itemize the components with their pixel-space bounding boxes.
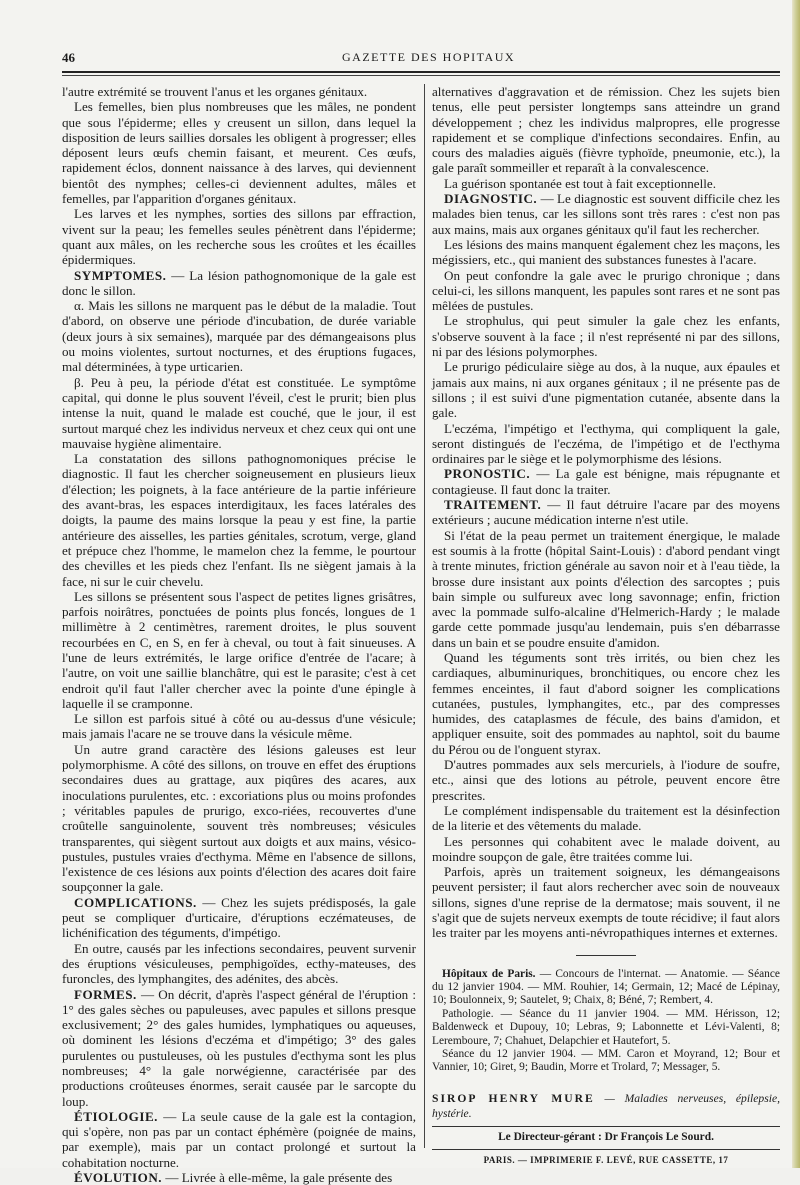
- section-text: — Le diagnostic est souvent difficile chez les malades bien tenus, car les sillons sont très rares : c'est non pas aux mains, mais aux organes génitaux qu'il faut les rechercher.: [432, 191, 780, 237]
- section-heading: ÉVOLUTION.: [74, 1170, 163, 1185]
- paragraph: Les femelles, bien plus nombreuses que les mâles, ne pondent que sous l'épiderme; elles y creusent un sillon, dans lequel la disposition de leurs saillies dorsales les obligent à progresser; elles déposent leurs œufs chemin faisant, et meurent. Ces œufs, rapidement éclos, donnent naissance à des larves, qui deviennent bientôt des nymphes; celles-ci deviennent adultes, mâles et femelles, par l'apparition d'organes génitaux.: [62, 99, 416, 207]
- ad-brand: SIROP HENRY MURE: [432, 1091, 595, 1105]
- header-rule-thin: [62, 75, 780, 76]
- news-notes: [432, 968, 780, 1075]
- section-text: — La seule cause de la gale est la contagion, qui s'opère, non pas par un contact éphémère (poignée de mains, par exemple), mais par un contact prolongé et surtout la cohabitation nocturne.: [62, 1108, 416, 1170]
- section-heading: FORMES.: [74, 986, 137, 1002]
- section-symptomes: [62, 268, 416, 299]
- section-text: — On décrit, d'après l'aspect général de l'éruption : 1° des gales sèches ou papuleuses, avec papules et sillons presque exclusivement; 2° des gales humides, lymphatiques ou aqueuses, où dominent les lésions d'eczéma et d'impétigo; 3° des gales purulentes ou pustuleuses, où les pustules d'ecthyma sont les plus nombreuses; 4° la gale norwégienne, caractérisée par des productions croûteuses énormes, serait causée par le sarcopte du loup.: [62, 986, 416, 1109]
- paragraph: D'autres pommades aux sels mercuriels, à l'iodure de soufre, etc., ainsi que des lotions au pétrole, peuvent encore être prescrites.: [432, 757, 780, 803]
- section-traitement: [432, 497, 780, 528]
- paragraph: Parfois, après un traitement soigneux, les démangeaisons peuvent persister; il faut alors rechercher avec soin de nouveaux sillons, signes d'une reprise de la dermatose; mais souvent, il ne s'agit que de sujets nerveux exempts de toute récidive; il faut alors les traiter par les moyens anti-névropathiques internes et externes.: [432, 864, 780, 941]
- note-heading: Hôpitaux de Paris.: [442, 967, 536, 980]
- section-formes: [62, 987, 416, 1109]
- note-paragraph: Pathologie. — Séance du 11 janvier 1904. — MM. Hérisson, 12; Baldenweck et Dupouy, 10; Lebras, 9; Labonnette et Lévi-Valenti, 8; Leremboure, 7; Chahuet, Delapchier et Hautefort, 5.: [432, 1007, 780, 1047]
- section-heading: DIAGNOSTIC.: [444, 191, 538, 207]
- section-heading: PRONOSTIC.: [444, 466, 531, 482]
- left-column: [62, 84, 416, 1185]
- paragraph: Les lésions des mains manquent également chez les maçons, les mégissiers, etc., qui manient des substances funestes à l'acare.: [432, 236, 780, 268]
- paragraph: alternatives d'aggravation et de rémission. Chez les sujets bien tenus, elle peut persister longtemps sans atteindre un grand développement ; chez les individus malpropres, elle progresse rapidement et se complique d'infections secondaires. Enfin, au cours des maladies aiguës (fièvre typhoïde, pneumonie, etc.), la gale paraît sommeiller et reparaît à la convalescence.: [432, 84, 780, 176]
- separator: [576, 955, 636, 956]
- paragraph: En outre, causés par les infections secondaires, peuvent survenir des éruptions vésiculeuses, pemphigoïdes, ecthy-mateuses, des furoncles, des lymphangites, des adénites, des abcès.: [62, 940, 416, 987]
- section-heading: ÉTIOLOGIE.: [74, 1108, 158, 1124]
- note-text: — Concours de l'internat. — Anatomie. — Séance du 12 janvier 1904. — MM. Rouhier, 14; Germain, 12; Macé de Lépinay, 10; Boulonneix, 9; Sautelet, 9; Chaix, 8; Béné, 7; Rembert, 4.: [432, 967, 780, 1007]
- footer-gerant: Le Directeur-gérant : Dr François Le Sourd.: [498, 1131, 714, 1144]
- page-edge: [792, 0, 800, 1168]
- right-column: [432, 84, 780, 1168]
- section-diagnostic: [432, 191, 780, 237]
- section-pronostic: [432, 466, 780, 497]
- paragraph: L'eczéma, l'impétigo et l'ecthyma, qui compliquent la gale, seront distingués de l'eczéma, de l'impétigo et de l'ecthyma ordinaires par le siège et le polymorphisme des lésions.: [432, 420, 780, 467]
- paragraph: On peut confondre la gale avec le prurigo chronique ; dans celui-ci, les sillons manquent, les papules sont rares et ne sont pas mêlées de pustules.: [432, 267, 780, 314]
- paragraph: Le complément indispensable du traitement est la désinfection de la literie et des vêtements du malade.: [432, 802, 780, 834]
- journal-title: GAZETTE DES HOPITAUX: [342, 50, 516, 64]
- paragraph: Quand les téguments sont très irrités, ou bien chez les cardiaques, albuminuriques, bronchitiques, ou encore chez les femmes enceintes, il faut d'abord soigner les complications cutanées, pustules, lymphangites, etc., par des compresses humides, des cataplasmes de fécule, des bains d'amidon, et appliquer ensuite, soit des pommades au naphtol, soit du baume du Pérou ou de l'onguent styrax.: [432, 649, 780, 757]
- advertisement: [432, 1091, 780, 1122]
- note-paragraph: [432, 968, 780, 1008]
- column-divider: [424, 84, 425, 1148]
- paragraph: Les sillons se présentent sous l'aspect de petites lignes grisâtres, parfois noirâtres, ponctuées de points plus foncés, longues de 1 millimètre à 2 centimètres, rarement droites, le plus souvent recourbées en C, en S, en fer à cheval, ou tout à fait sinueuses. A l'une de leurs extrémités, le large orifice d'entrée de l'acare; à l'autre, on voit une saillie blanchâtre, qui est le parasite; c'est à cet endroit qu'il faut l'aller chercher avec la pointe d'une épingle à laquelle il se cramponne.: [62, 588, 416, 711]
- paragraph: Les larves et les nymphes, sorties des sillons par effraction, vivent sur la peau; les femelles seules pénètrent dans l'épiderme; quant aux mâles, on les recherche sous les croûtes et les écailles épidermiques.: [62, 206, 416, 268]
- section-text: — Il faut détruire l'acare par des moyens extérieurs ; aucune médication interne n'est utile.: [432, 497, 780, 528]
- paragraph: La guérison spontanée est tout à fait exceptionnelle.: [444, 175, 716, 191]
- paragraph: Un autre grand caractère des lésions galeuses est leur polymorphisme. A côté des sillons, on trouve en effet des éruptions secondaires dues au grattage, aux piqûres des acares, aux inoculations purulentes, etc. : excoriations plus ou moins profondes ; véritables papules de prurigo, exco-riées, recouvertes d'une croûtelle sanguinolente, souvent très nombreuses; vésicules transparentes, qui siègent surtout aux doigts et aux mains, vésico-pustules, pustules vraies d'ecthyma. Même en l'absence de sillons, l'existence de ces lésions aux points d'élection des acares doit faire soupçonner la gale.: [62, 741, 416, 895]
- ad-text: — Maladies nerveuses, épilepsie, hystérie.: [432, 1091, 780, 1121]
- paragraph: Le strophulus, qui peut simuler la gale chez les enfants, s'observe souvent à la face ; il n'est représenté ni par des sillons, ni par des lésions polymorphes.: [432, 313, 780, 360]
- paragraph: La constatation des sillons pathognomoniques précise le diagnostic. Il faut les chercher soigneusement en plusieurs lieux d'élection; les poignets, à la face antérieure de la partie inférieure des avant-bras, les espaces interdigitaux, les faces latérales des doigts, la paume des mains lorsque la peau y est fine, la partie antérieure des aisselles, les parties génitales, scrotum, verge, gland et prépuce chez l'homme, le mamelon chez la femme, le pourtour des chevilles et les pieds chez l'enfant. Ils ne siègent jamais à la face, ni sur le cuir chevelu.: [62, 451, 416, 589]
- section-heading: SYMPTOMES.: [74, 267, 167, 283]
- section-text: — Chez les sujets prédisposés, la gale peut se compliquer d'urticaire, d'éruptions eczémateuses, de lichénification des téguments, d'impétigo.: [62, 894, 416, 941]
- footer-printer: PARIS. — IMPRIMERIE F. LEVÉ, RUE CASSETTE, 17: [483, 1154, 729, 1165]
- paragraph: β. Peu à peu, la période d'état est constituée. Le symptôme capital, qui donne le plus souvent l'éveil, c'est le prurit; bien plus intense la nuit, quand le malade est couché, que le jour, il est surtout marqué chez les individus nerveux et chez ceux qui ont une mauvaise hygiène alimentaire.: [62, 374, 416, 451]
- paragraph: Le prurigo pédiculaire siège au dos, à la nuque, aux épaules et jamais aux mains, ni aux organes génitaux ; il ne présente pas de sillons ; il est suivi d'une pigmentation cutanée, absente dans la gale.: [432, 359, 780, 421]
- page-header: [62, 50, 782, 72]
- section-text: — La lésion pathognomonique de la gale est donc le sillon.: [62, 267, 416, 298]
- paragraph: α. Mais les sillons ne marquent pas le début de la maladie. Tout d'abord, on observe une période d'incubation, de durée variable (deux jours à six semaines), marquée par des démangeaisons plus ou moins violentes, surtout nocturnes, et des éruptions fugaces, mal déterminées, à type urticarien.: [62, 298, 416, 375]
- section-heading: TRAITEMENT.: [444, 497, 542, 513]
- section-etiologie: [62, 1109, 416, 1170]
- paragraph: Si l'état de la peau permet un traitement énergique, le malade est soumis à la frotte (hôpital Saint-Louis) : d'abord pendant vingt à trente minutes, friction générale au savon noir et à l'eau tiède, la brosse dure insistant aux points d'élection des sarcoptes ; puis bain simple ou sulfureux avec long savonnage; enfin, friction avec la pommade sulfo-alcaline d'Helmerich-Hardy ; le malade garde cette pommade jusqu'au lendemain, puis s'en débarrasse dans un bain et se poudre ensuite d'amidon.: [432, 527, 780, 650]
- section-complications: [62, 895, 416, 941]
- section-heading: COMPLICATIONS.: [74, 894, 197, 910]
- header-rule: [62, 71, 780, 73]
- section-text: — La gale est bénigne, mais répugnante et contagieuse. Il faut donc la traiter.: [432, 466, 780, 497]
- section-evolution: [62, 1170, 416, 1185]
- paragraph: l'autre extrémité se trouvent l'anus et les organes génitaux.: [62, 84, 368, 99]
- paragraph: Le sillon est parfois situé à côté ou au-dessus d'une vésicule; mais jamais l'acare ne se trouve dans la vésicule même.: [62, 711, 416, 742]
- section-text: — Livrée à elle-même, la gale présente des: [162, 1170, 393, 1185]
- page-number: 46: [62, 50, 75, 65]
- note-paragraph: Séance du 12 janvier 1904. — MM. Caron et Moyrand, 12; Bour et Vannier, 10; Giret, 9; Baudin, Morre et Trolard, 7; Messager, 5.: [432, 1048, 780, 1074]
- paragraph: Les personnes qui cohabitent avec le malade doivent, au moindre soupçon de gale, être traitées comme lui.: [432, 833, 780, 864]
